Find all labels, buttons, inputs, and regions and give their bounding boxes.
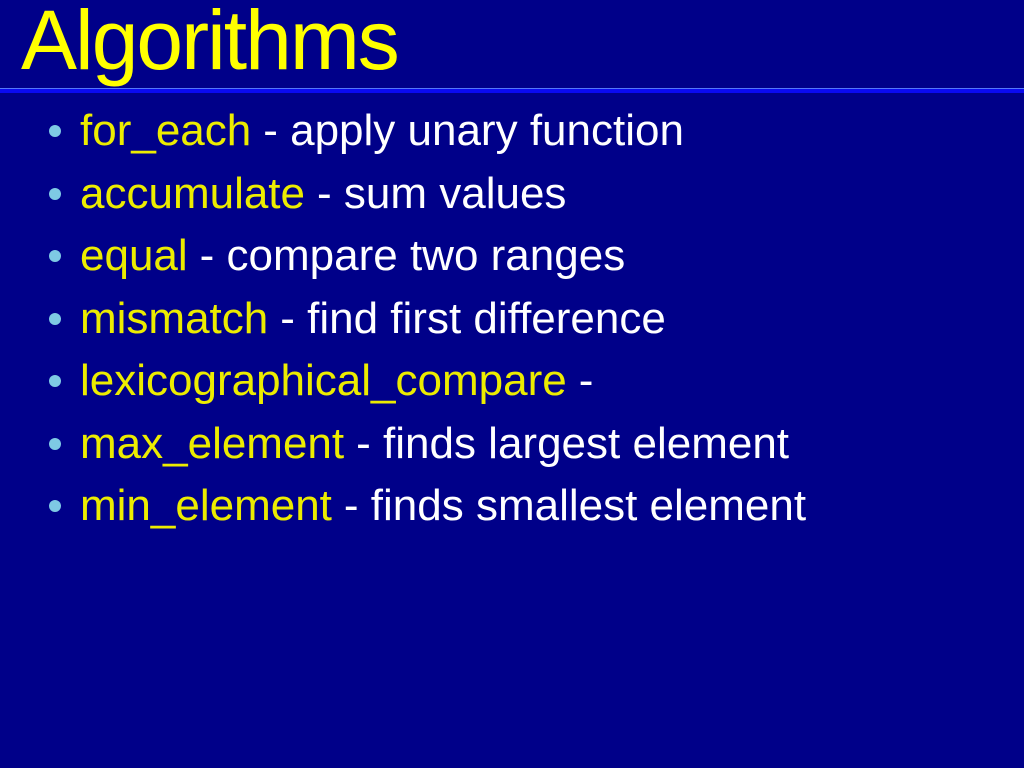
bullet-icon — [49, 250, 61, 262]
algorithm-name: accumulate — [80, 168, 306, 218]
algorithm-name: for_each — [80, 106, 252, 156]
list-item-text — [80, 231, 626, 281]
list-item — [0, 225, 1024, 288]
bullet-icon — [49, 313, 61, 325]
list-item — [0, 100, 1024, 163]
algorithm-name: mismatch — [80, 293, 269, 343]
list-item — [0, 350, 1024, 413]
list-item — [0, 413, 1024, 476]
list-item — [0, 475, 1024, 538]
algorithm-list — [0, 100, 1024, 538]
algorithm-description: - finds smallest element — [343, 481, 807, 531]
page-title: Algorithms — [21, 0, 398, 87]
list-item — [0, 288, 1024, 351]
algorithm-description: - compare two ranges — [199, 231, 626, 281]
list-item — [0, 163, 1024, 226]
algorithm-description: - finds largest element — [356, 418, 790, 468]
list-item-text — [80, 356, 594, 406]
bullet-icon — [49, 500, 61, 512]
algorithm-description: - apply unary function — [263, 106, 684, 156]
algorithm-description: - find first difference — [280, 293, 666, 343]
list-item-text — [80, 481, 807, 531]
bullet-icon — [49, 125, 61, 137]
title-underline-rule — [0, 88, 1024, 93]
bullet-icon — [49, 375, 61, 387]
algorithm-name: min_element — [80, 481, 332, 531]
algorithm-name: max_element — [80, 418, 345, 468]
list-item-text — [80, 293, 666, 343]
list-item-text — [80, 106, 684, 156]
list-item-text — [80, 168, 567, 218]
bullet-icon — [49, 438, 61, 450]
bullet-icon — [49, 188, 61, 200]
list-item-text — [80, 418, 790, 468]
algorithm-description: - sum values — [317, 168, 567, 218]
algorithm-description: - — [578, 356, 594, 406]
algorithm-name: lexicographical_compare — [80, 356, 567, 406]
algorithm-name: equal — [80, 231, 188, 281]
